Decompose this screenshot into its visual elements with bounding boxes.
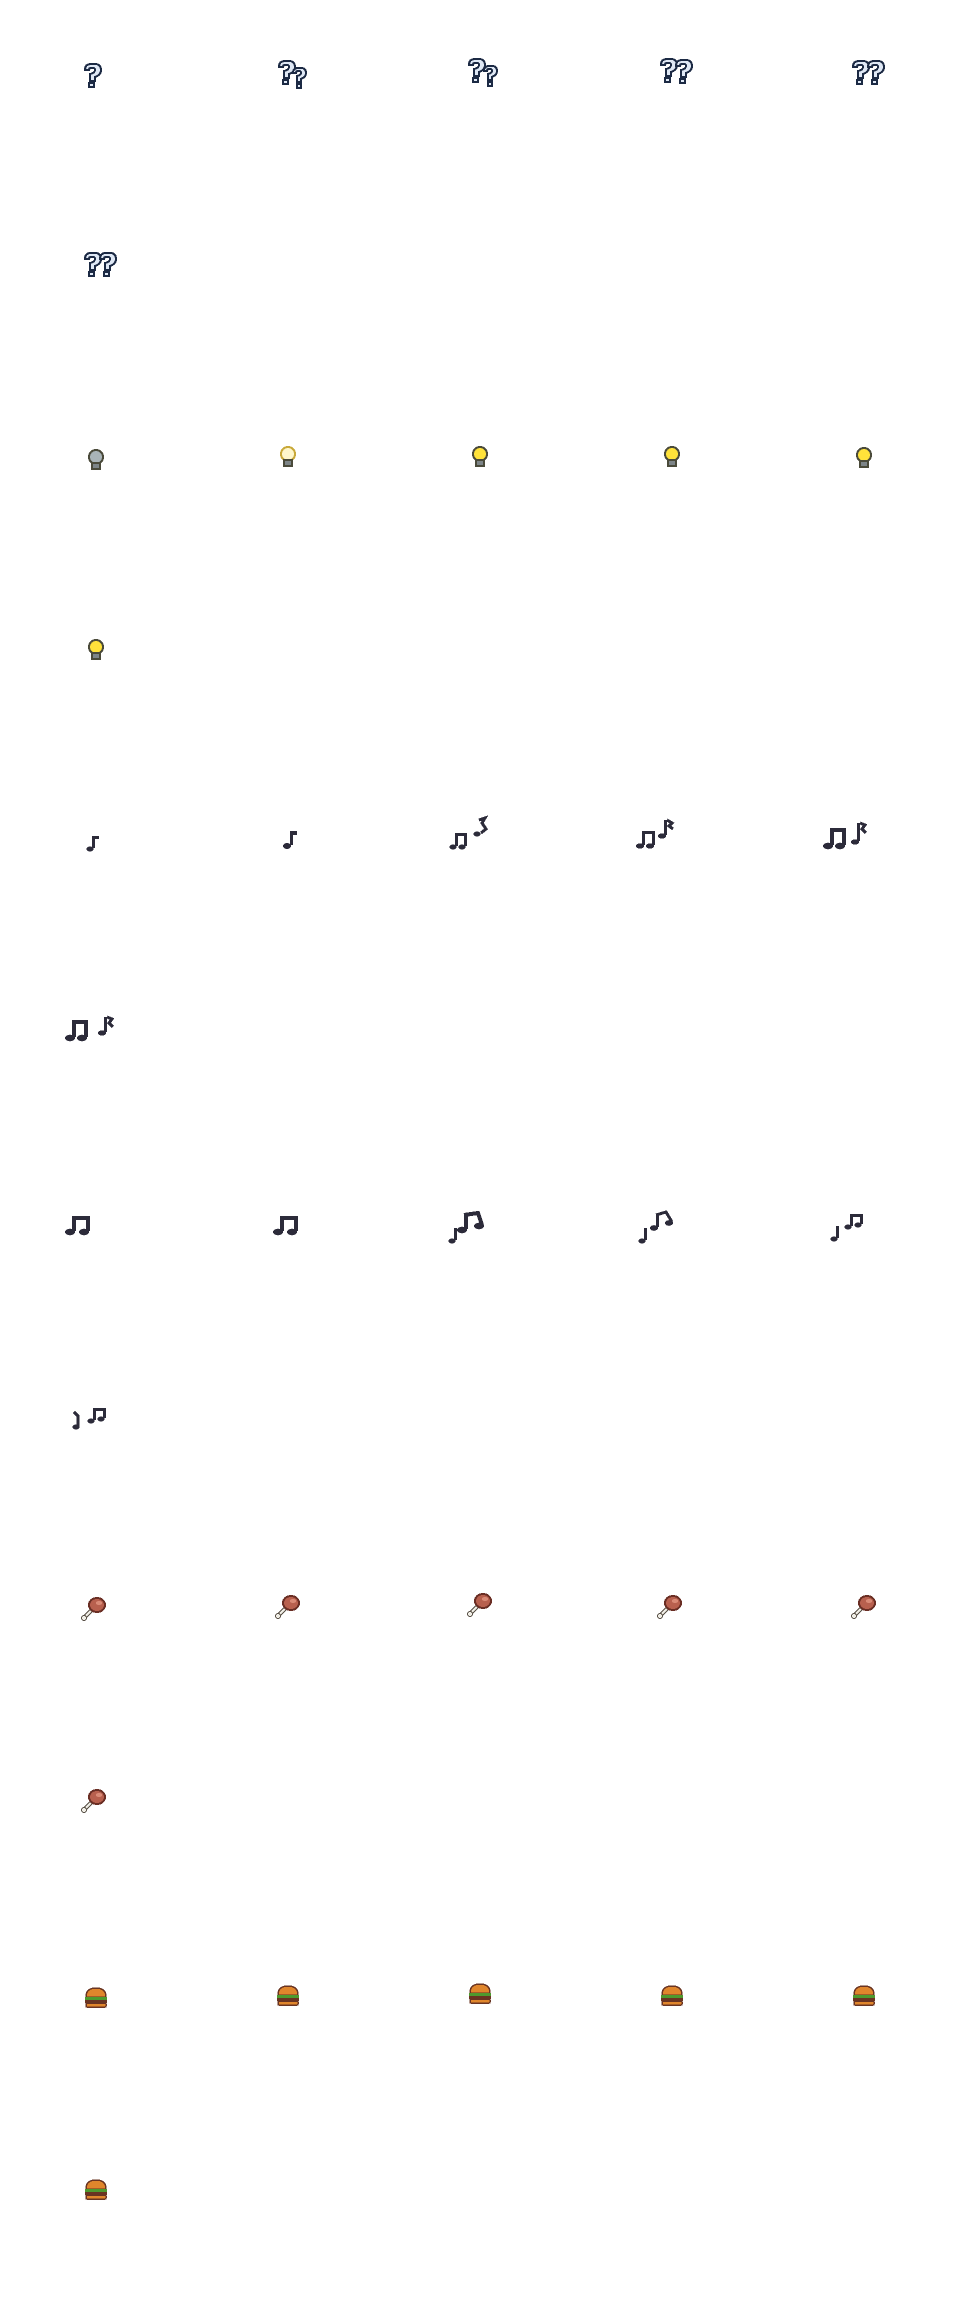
drumstick-icon <box>0 1728 192 1920</box>
music-note-icon <box>0 1152 192 1344</box>
music-note-icon <box>576 768 768 960</box>
question-mark-icon <box>384 0 576 192</box>
question-animation <box>0 0 960 384</box>
music-note-icon <box>768 1152 960 1344</box>
question-frame-6 <box>0 192 192 384</box>
music-note-icon <box>0 1344 192 1536</box>
idea-frame-3 <box>384 384 576 576</box>
question-mark-icon <box>192 0 384 192</box>
idea-frame-2 <box>192 384 384 576</box>
meat-animation <box>0 1536 960 1920</box>
music-rising-frame-6 <box>0 960 192 1152</box>
drumstick-icon <box>768 1536 960 1728</box>
lightbulb-icon <box>768 384 960 576</box>
burger-frame-6 <box>0 2112 192 2304</box>
burger-frame-5 <box>768 1920 960 2112</box>
drumstick-icon <box>0 1536 192 1728</box>
drumstick-icon <box>384 1536 576 1728</box>
meat-frame-4 <box>576 1536 768 1728</box>
burger-frame-3 <box>384 1920 576 2112</box>
burger-frame-2 <box>192 1920 384 2112</box>
drumstick-icon <box>576 1536 768 1728</box>
hamburger-icon <box>384 1920 576 2112</box>
idea-frame-6 <box>0 576 192 768</box>
music-falling-frame-1 <box>0 1152 192 1344</box>
music-note-icon <box>384 1152 576 1344</box>
music-note-icon <box>0 768 192 960</box>
question-frame-2 <box>192 0 384 192</box>
idea-animation <box>0 384 960 768</box>
hamburger-icon <box>768 1920 960 2112</box>
lightbulb-icon <box>0 384 192 576</box>
question-mark-icon <box>768 0 960 192</box>
music-note-icon <box>768 768 960 960</box>
hamburger-icon <box>0 2112 192 2304</box>
question-frame-4 <box>576 0 768 192</box>
idea-frame-1 <box>0 384 192 576</box>
idea-frame-4 <box>576 384 768 576</box>
music-rising-animation <box>0 768 960 1152</box>
question-mark-icon <box>0 192 192 384</box>
meat-frame-3 <box>384 1536 576 1728</box>
idea-frame-5 <box>768 384 960 576</box>
music-rising-frame-3 <box>384 768 576 960</box>
music-falling-frame-6 <box>0 1344 192 1536</box>
music-note-icon <box>0 960 192 1152</box>
meat-frame-6 <box>0 1728 192 1920</box>
music-note-icon <box>192 1152 384 1344</box>
music-rising-frame-1 <box>0 768 192 960</box>
lightbulb-icon <box>384 384 576 576</box>
music-note-icon <box>192 768 384 960</box>
question-frame-1 <box>0 0 192 192</box>
music-rising-frame-5 <box>768 768 960 960</box>
question-frame-5 <box>768 0 960 192</box>
lightbulb-icon <box>0 576 192 768</box>
music-falling-frame-4 <box>576 1152 768 1344</box>
music-falling-animation <box>0 1152 960 1536</box>
music-rising-frame-4 <box>576 768 768 960</box>
music-note-icon <box>384 768 576 960</box>
burger-frame-1 <box>0 1920 192 2112</box>
lightbulb-icon <box>576 384 768 576</box>
hamburger-icon <box>192 1920 384 2112</box>
question-mark-icon <box>0 0 192 192</box>
burger-frame-4 <box>576 1920 768 2112</box>
burger-animation <box>0 1920 960 2304</box>
lightbulb-icon <box>192 384 384 576</box>
question-frame-3 <box>384 0 576 192</box>
meat-frame-2 <box>192 1536 384 1728</box>
hamburger-icon <box>0 1920 192 2112</box>
music-rising-frame-2 <box>192 768 384 960</box>
music-falling-frame-3 <box>384 1152 576 1344</box>
question-mark-icon <box>576 0 768 192</box>
music-falling-frame-2 <box>192 1152 384 1344</box>
music-note-icon <box>576 1152 768 1344</box>
music-falling-frame-5 <box>768 1152 960 1344</box>
meat-frame-5 <box>768 1536 960 1728</box>
meat-frame-1 <box>0 1536 192 1728</box>
drumstick-icon <box>192 1536 384 1728</box>
hamburger-icon <box>576 1920 768 2112</box>
